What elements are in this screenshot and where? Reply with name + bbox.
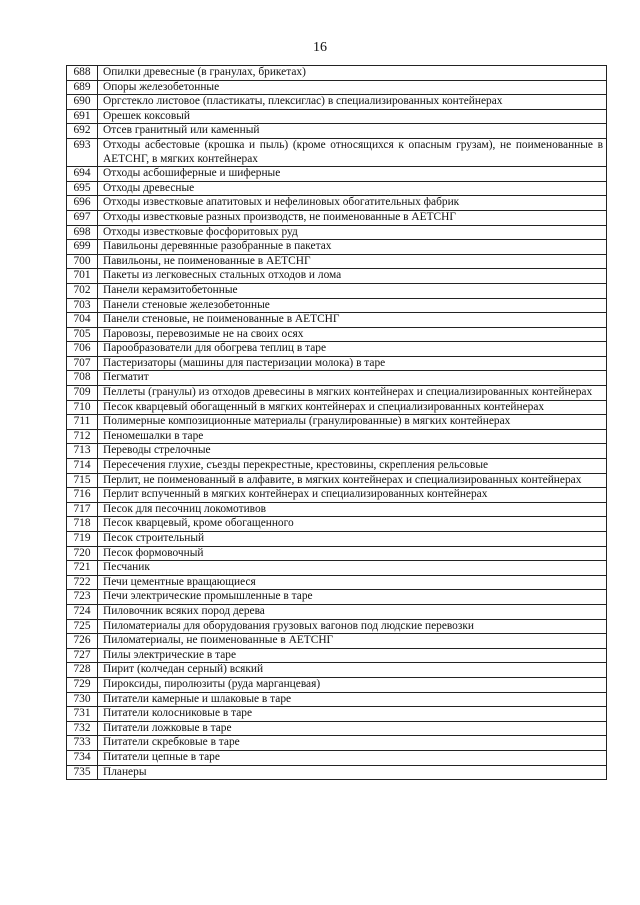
cargo-name: Пиломатериалы, не поименованные в АЕТСНГ xyxy=(98,634,607,649)
cargo-name: Пастеризаторы (машины для пастеризации молока) в таре xyxy=(98,356,607,371)
table-row xyxy=(67,677,607,692)
row-number: 735 xyxy=(67,765,98,780)
table-row xyxy=(67,240,607,255)
cargo-name: Отходы известковые фосфоритовых руд xyxy=(98,225,607,240)
row-number: 725 xyxy=(67,619,98,634)
row-number: 719 xyxy=(67,532,98,547)
cargo-name: Пироксиды, пиролюзиты (руда марганцевая) xyxy=(98,677,607,692)
row-number: 713 xyxy=(67,444,98,459)
cargo-name: Павильоны, не поименованные в АЕТСНГ xyxy=(98,254,607,269)
cargo-list-body xyxy=(67,66,607,780)
cargo-name: Песок формовочный xyxy=(98,546,607,561)
table-row xyxy=(67,225,607,240)
row-number: 733 xyxy=(67,736,98,751)
cargo-name: Отходы известковые разных производств, не поименованные в АЕТСНГ xyxy=(98,210,607,225)
table-row xyxy=(67,488,607,503)
table-row xyxy=(67,298,607,313)
cargo-name: Пиловочник всяких пород дерева xyxy=(98,604,607,619)
page-number: 16 xyxy=(313,40,327,55)
cargo-name: Панели керамзитобетонные xyxy=(98,283,607,298)
table-row xyxy=(67,429,607,444)
row-number: 734 xyxy=(67,750,98,765)
row-number: 690 xyxy=(67,95,98,110)
row-number: 710 xyxy=(67,400,98,415)
row-number: 702 xyxy=(67,283,98,298)
table-row xyxy=(67,342,607,357)
table-row xyxy=(67,561,607,576)
row-number: 721 xyxy=(67,561,98,576)
row-number: 715 xyxy=(67,473,98,488)
row-number: 707 xyxy=(67,356,98,371)
row-number: 722 xyxy=(67,575,98,590)
table-row xyxy=(67,196,607,211)
row-number: 718 xyxy=(67,517,98,532)
cargo-name: Парообразователи для обогрева теплиц в таре xyxy=(98,342,607,357)
table-row xyxy=(67,269,607,284)
cargo-name: Панели стеновые железобетонные xyxy=(98,298,607,313)
cargo-name: Пиломатериалы для оборудования грузовых вагонов под людские перевозки xyxy=(98,619,607,634)
cargo-name: Полимерные композиционные материалы (гранулированные) в мягких контейнерах xyxy=(98,415,607,430)
row-number: 728 xyxy=(67,663,98,678)
row-number: 694 xyxy=(67,167,98,182)
table-row xyxy=(67,124,607,139)
table-row xyxy=(67,736,607,751)
table-row xyxy=(67,254,607,269)
cargo-name: Пилы электрические в таре xyxy=(98,648,607,663)
cargo-name: Перлит вспученный в мягких контейнерах и специализированных контейнерах xyxy=(98,488,607,503)
cargo-name: Песок для песочниц локомотивов xyxy=(98,502,607,517)
table-row xyxy=(67,400,607,415)
table-row xyxy=(67,327,607,342)
cargo-name: Отходы асбошиферные и шиферные xyxy=(98,167,607,182)
cargo-name: Печи электрические промышленные в таре xyxy=(98,590,607,605)
table-row xyxy=(67,313,607,328)
table-row xyxy=(67,181,607,196)
row-number: 699 xyxy=(67,240,98,255)
table-row xyxy=(67,473,607,488)
cargo-name: Отходы известковые апатитовых и нефелиновых обогатительных фабрик xyxy=(98,196,607,211)
table-row xyxy=(67,692,607,707)
table-row xyxy=(67,721,607,736)
row-number: 732 xyxy=(67,721,98,736)
table-row xyxy=(67,371,607,386)
cargo-name: Павильоны деревянные разобранные в пакетах xyxy=(98,240,607,255)
cargo-name: Пакеты из легковесных стальных отходов и лома xyxy=(98,269,607,284)
cargo-name: Опилки древесные (в гранулах, брикетах) xyxy=(98,66,607,81)
row-number: 729 xyxy=(67,677,98,692)
row-number: 712 xyxy=(67,429,98,444)
cargo-name: Печи цементные вращающиеся xyxy=(98,575,607,590)
row-number: 701 xyxy=(67,269,98,284)
row-number: 692 xyxy=(67,124,98,139)
table-row xyxy=(67,386,607,401)
table-row xyxy=(67,167,607,182)
table-row xyxy=(67,634,607,649)
table-row xyxy=(67,517,607,532)
table-row xyxy=(67,502,607,517)
row-number: 695 xyxy=(67,181,98,196)
table-row xyxy=(67,765,607,780)
table-row xyxy=(67,459,607,474)
cargo-name: Паровозы, перевозимые не на своих осях xyxy=(98,327,607,342)
cargo-name: Планеры xyxy=(98,765,607,780)
cargo-name: Панели стеновые, не поименованные в АЕТСНГ xyxy=(98,313,607,328)
table-row xyxy=(67,604,607,619)
cargo-name: Пеллеты (гранулы) из отходов древесины в мягких контейнерах и специализированных контейнерах xyxy=(98,386,607,401)
table-row xyxy=(67,415,607,430)
cargo-name: Песок кварцевый, кроме обогащенного xyxy=(98,517,607,532)
row-number: 693 xyxy=(67,138,98,166)
table-row xyxy=(67,750,607,765)
cargo-name: Питатели колосниковые в таре xyxy=(98,707,607,722)
cargo-name: Отсев гранитный или каменный xyxy=(98,124,607,139)
row-number: 714 xyxy=(67,459,98,474)
row-number: 716 xyxy=(67,488,98,503)
cargo-name: Орешек коксовый xyxy=(98,109,607,124)
row-number: 724 xyxy=(67,604,98,619)
table-row xyxy=(67,707,607,722)
row-number: 705 xyxy=(67,327,98,342)
table-row xyxy=(67,663,607,678)
cargo-name: Опоры железобетонные xyxy=(98,80,607,95)
row-number: 697 xyxy=(67,210,98,225)
row-number: 711 xyxy=(67,415,98,430)
table-row xyxy=(67,109,607,124)
table-row xyxy=(67,80,607,95)
cargo-name: Питатели ложковые в таре xyxy=(98,721,607,736)
table-row xyxy=(67,546,607,561)
table-row xyxy=(67,66,607,81)
table-row xyxy=(67,575,607,590)
cargo-name: Песок строительный xyxy=(98,532,607,547)
table-row xyxy=(67,283,607,298)
row-number: 727 xyxy=(67,648,98,663)
row-number: 717 xyxy=(67,502,98,517)
table-row xyxy=(67,619,607,634)
cargo-name: Пеномешалки в таре xyxy=(98,429,607,444)
row-number: 706 xyxy=(67,342,98,357)
row-number: 688 xyxy=(67,66,98,81)
row-number: 700 xyxy=(67,254,98,269)
row-number: 691 xyxy=(67,109,98,124)
row-number: 720 xyxy=(67,546,98,561)
table-row xyxy=(67,444,607,459)
cargo-name: Питатели скребковые в таре xyxy=(98,736,607,751)
cargo-list-table xyxy=(66,65,607,780)
row-number: 696 xyxy=(67,196,98,211)
cargo-name: Переводы стрелочные xyxy=(98,444,607,459)
row-number: 726 xyxy=(67,634,98,649)
row-number: 730 xyxy=(67,692,98,707)
cargo-name: Оргстекло листовое (пластикаты, плексиглас) в специализированных контейнерах xyxy=(98,95,607,110)
cargo-name: Пирит (колчедан серный) всякий xyxy=(98,663,607,678)
row-number: 703 xyxy=(67,298,98,313)
row-number: 689 xyxy=(67,80,98,95)
row-number: 698 xyxy=(67,225,98,240)
cargo-name: Песок кварцевый обогащенный в мягких контейнерах и специализированных контейнерах xyxy=(98,400,607,415)
row-number: 709 xyxy=(67,386,98,401)
cargo-name: Питатели цепные в таре xyxy=(98,750,607,765)
cargo-name: Питатели камерные и шлаковые в таре xyxy=(98,692,607,707)
row-number: 731 xyxy=(67,707,98,722)
table-row xyxy=(67,138,607,166)
table-row xyxy=(67,95,607,110)
cargo-name: Отходы древесные xyxy=(98,181,607,196)
table-row xyxy=(67,648,607,663)
table-row xyxy=(67,532,607,547)
cargo-name: Пегматит xyxy=(98,371,607,386)
cargo-name: Перлит, не поименованный в алфавите, в мягких контейнерах и специализированных контейнерах xyxy=(98,473,607,488)
row-number: 708 xyxy=(67,371,98,386)
cargo-name: Песчаник xyxy=(98,561,607,576)
row-number: 704 xyxy=(67,313,98,328)
row-number: 723 xyxy=(67,590,98,605)
cargo-name: Отходы асбестовые (крошка и пыль) (кроме относящихся к опасным грузам), не поименованные в АЕТСНГ, в мягких контейнерах xyxy=(98,138,607,166)
table-row xyxy=(67,210,607,225)
table-row xyxy=(67,590,607,605)
table-row xyxy=(67,356,607,371)
cargo-name: Пересечения глухие, съезды перекрестные, крестовины, скрепления рельсовые xyxy=(98,459,607,474)
